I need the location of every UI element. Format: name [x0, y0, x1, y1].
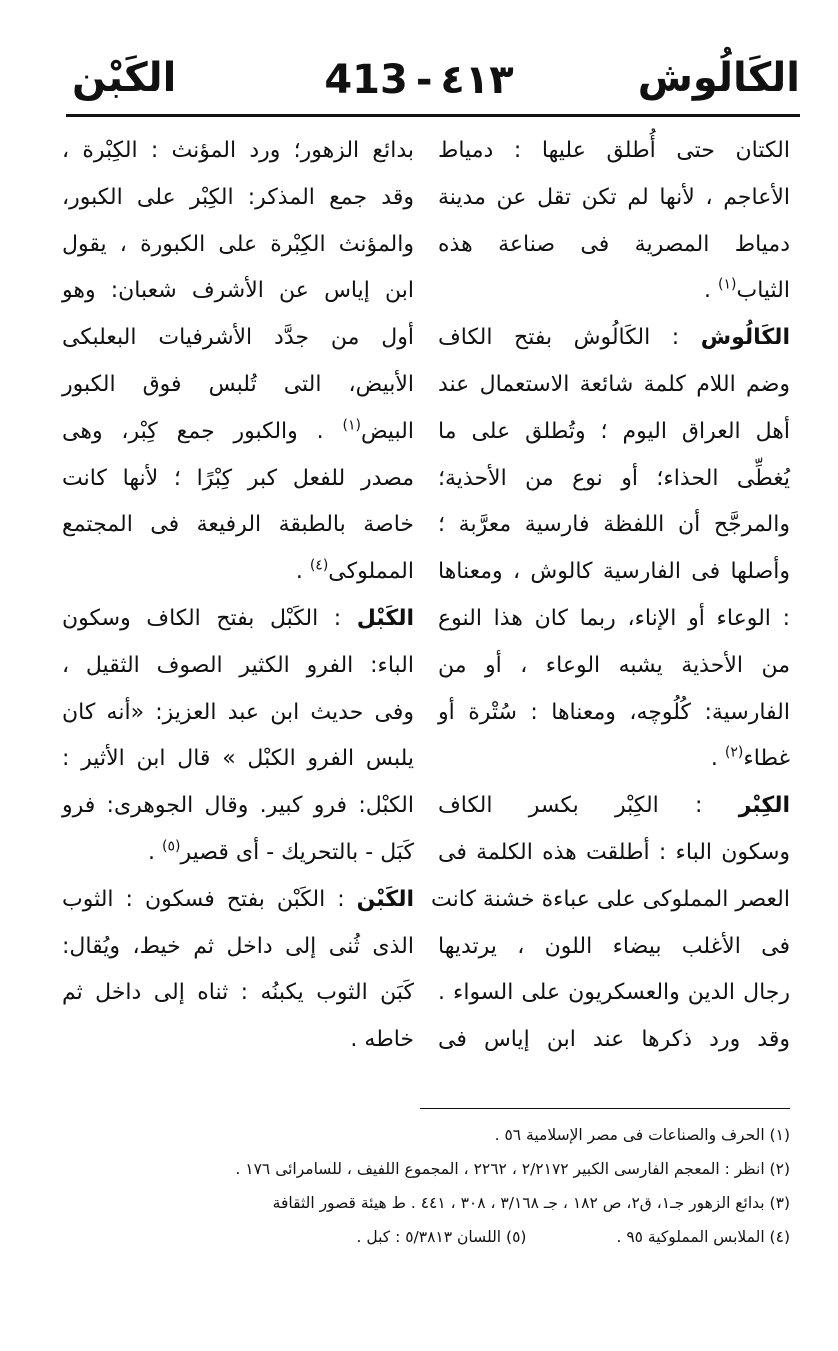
running-headword-left: الكَبْن — [72, 55, 177, 101]
page-number-arabic: ٤١٣ — [440, 57, 514, 103]
entry-headword: الكَالُوش — [700, 325, 790, 351]
line-text: من الأحذية يشبه الوعاء ، أو من — [438, 652, 790, 678]
line-text: الأبيض، التى تُلبس فوق الكبور — [62, 371, 414, 397]
footnote-ref: (١) — [342, 417, 361, 434]
line-text: أول من جدَّد الأشرفيات البعلبكى — [62, 325, 414, 351]
line-text: وضم اللام كلمة شائعة الاستعمال عند — [438, 371, 790, 397]
line-text: فى الأغلب بيضاء اللون ، يرتديها — [438, 933, 790, 959]
text-line — [62, 549, 414, 596]
page-header — [0, 0, 838, 110]
line-text: كَبَل - بالتحريك - أى قصير — [180, 839, 414, 865]
line-text: خاصة بالطبقة الرفيعة فى المجتمع — [62, 512, 414, 538]
text-line — [62, 502, 414, 549]
line-text: يُغطِّى الحذاء؛ أو نوع من الأحذية؛ — [438, 465, 790, 491]
text-line — [62, 736, 414, 783]
text-line — [438, 456, 790, 503]
line-text: وقد ورد ذكرها عند ابن إياس فى — [438, 1027, 790, 1053]
text-line — [438, 362, 790, 409]
text-line — [438, 268, 790, 315]
text-line — [438, 830, 790, 877]
line-text: أهل العراق اليوم ؛ وتُطلق على ما — [438, 418, 790, 444]
line-text: الباء: الفرو الكثير الصوف الثقيل ، — [62, 652, 414, 678]
line-text: وأصلها فى الفارسية كالوش ، ومعناها — [438, 559, 790, 585]
page-number-latin: 413 — [324, 57, 408, 103]
text-line — [62, 643, 414, 690]
running-headword-right: الكَالُوش — [637, 55, 800, 101]
text-line — [62, 222, 414, 269]
text-line — [62, 268, 414, 315]
footnote-1: (١) الحرف والصناعات فى مصر الإسلامية ٥٦ . — [494, 1126, 790, 1144]
footnotes — [60, 1118, 790, 1254]
footnote-2: (٢) انظر : المعجم الفارسى الكبير ٢/٢١٧٢ ، ٢٢٦٢ ، المجموع اللفيف ، للسامرائى ١٧٦ . — [235, 1160, 790, 1178]
line-text: الأعاجم ، لأنها لم تكن تقل عن مدينة — [438, 184, 790, 210]
line-text: وقد جمع المذكر: الكِبْر على الكبور، — [62, 184, 414, 210]
text-line — [62, 1017, 414, 1064]
text-line — [62, 362, 414, 409]
line-text: دمياط المصرية فى صناعة هذه — [438, 231, 790, 257]
line-text: والمرجَّح أن اللفظة فارسية معرَّبة ؛ — [438, 512, 790, 538]
footnote-rule — [420, 1108, 790, 1109]
line-text: وفى حديث ابن عبد العزيز: «أنه كان — [62, 699, 414, 725]
footnote-ref: (٢) — [724, 745, 744, 762]
line-text: غطاء — [743, 746, 790, 772]
line-text: الثياب — [736, 278, 790, 304]
line-text: يلبس الفرو الكبْل » قال ابن الأثير : — [62, 746, 414, 772]
text-line — [438, 409, 790, 456]
text-line — [438, 596, 790, 643]
text-line — [438, 690, 790, 737]
text-line — [62, 456, 414, 503]
entry-headword: الكِبْر — [738, 793, 790, 819]
text-line — [438, 736, 790, 783]
text-line — [62, 877, 414, 924]
text-line — [438, 643, 790, 690]
line-text: كَبَن الثوب يكبنُه : ثناه إلى داخل ثم — [62, 980, 414, 1006]
text-line — [438, 549, 790, 596]
text-line — [62, 830, 414, 877]
line-text: والمؤنث الكِبْرة على الكبورة ، يقول — [62, 231, 414, 257]
line-text: خاطه . — [350, 1027, 414, 1053]
footnote-row — [60, 1220, 790, 1254]
line-text: المملوكى — [328, 559, 414, 585]
text-line — [438, 1017, 790, 1064]
text-line — [438, 222, 790, 269]
text-line — [62, 409, 414, 456]
text-line — [62, 596, 414, 643]
text-line — [62, 783, 414, 830]
footnote-4: (٤) الملابس المملوكية ٩٥ . — [616, 1228, 790, 1246]
text-line — [62, 128, 414, 175]
line-text: : الكِبْر بكسر الكاف — [438, 793, 739, 819]
text-line — [431, 877, 790, 924]
text-line — [62, 924, 414, 971]
line-text: الكبْل: فرو كبير. وقال الجوهرى: فرو — [62, 793, 414, 819]
line-text-after: . — [704, 278, 719, 304]
footnote-ref: (٤) — [309, 557, 329, 574]
text-line — [438, 128, 790, 175]
line-text: ابن إياس عن الأشرف شعبان: وهو — [62, 278, 414, 304]
line-text-after: . — [148, 839, 163, 865]
text-line — [62, 175, 414, 222]
line-text: البيض — [360, 418, 414, 444]
text-line — [438, 970, 790, 1017]
text-line — [438, 315, 790, 362]
line-text: الذى ثُنى إلى داخل ثم خيط، ويُقال: — [62, 933, 414, 959]
text-line — [438, 502, 790, 549]
footnote-3: (٣) بدائع الزهور جـ١، ق٢، ص ١٨٢ ، جـ ٣/١٦٨ ، ٣٠٨ ، ٤٤١ . ط هيئة قصور الثقافة — [272, 1194, 790, 1212]
line-text: : الوعاء أو الإناء، ربما كان هذا النوع — [438, 605, 790, 631]
right-text-column — [431, 128, 790, 1064]
text-line — [438, 924, 790, 971]
footnote-ref: (٥) — [162, 838, 181, 855]
header-rule — [66, 114, 800, 117]
line-text-after: . — [710, 746, 725, 772]
line-text: العصر المملوكى على عباءة خشنة كانت — [431, 886, 790, 912]
line-text: بدائع الزهور؛ ورد المؤنث : الكِبْرة ، — [62, 138, 414, 163]
text-line — [438, 783, 790, 830]
text-line — [62, 315, 414, 362]
line-text: رجال الدين والعسكريون على السواء . — [438, 980, 790, 1006]
page-number-separator: - — [415, 57, 433, 103]
entry-headword: الكَبْل — [356, 605, 414, 631]
line-text: : الكَبْن بفتح فسكون : الثوب — [62, 886, 357, 912]
entry-headword: الكَبْن — [356, 886, 414, 912]
line-text-after: . — [295, 559, 310, 585]
line-text: : الكَالُوش بفتح الكاف — [438, 325, 701, 351]
line-text: الكتان حتى أُطلق عليها : دمياط — [438, 138, 790, 163]
line-text: الفارسية: كُلُوچه، ومعناها : سُتْرة أو — [438, 699, 790, 725]
line-text: وسكون الباء : أطلقت هذه الكلمة فى — [438, 839, 790, 865]
text-line — [438, 175, 790, 222]
text-line — [62, 690, 414, 737]
footnote-5: (٥) اللسان ٥/٣٨١٣ : كبل . — [356, 1228, 527, 1246]
text-line — [62, 970, 414, 1017]
line-text: مصدر للفعل كبر كِبْرًا ؛ لأنها كانت — [62, 465, 414, 491]
line-text: : الكَبْل بفتح الكاف وسكون — [62, 605, 357, 631]
left-text-column — [62, 128, 414, 1064]
footnote-ref: (١) — [718, 277, 737, 294]
line-text-after: . والكبور جمع كِبْر، وهى — [62, 418, 343, 444]
